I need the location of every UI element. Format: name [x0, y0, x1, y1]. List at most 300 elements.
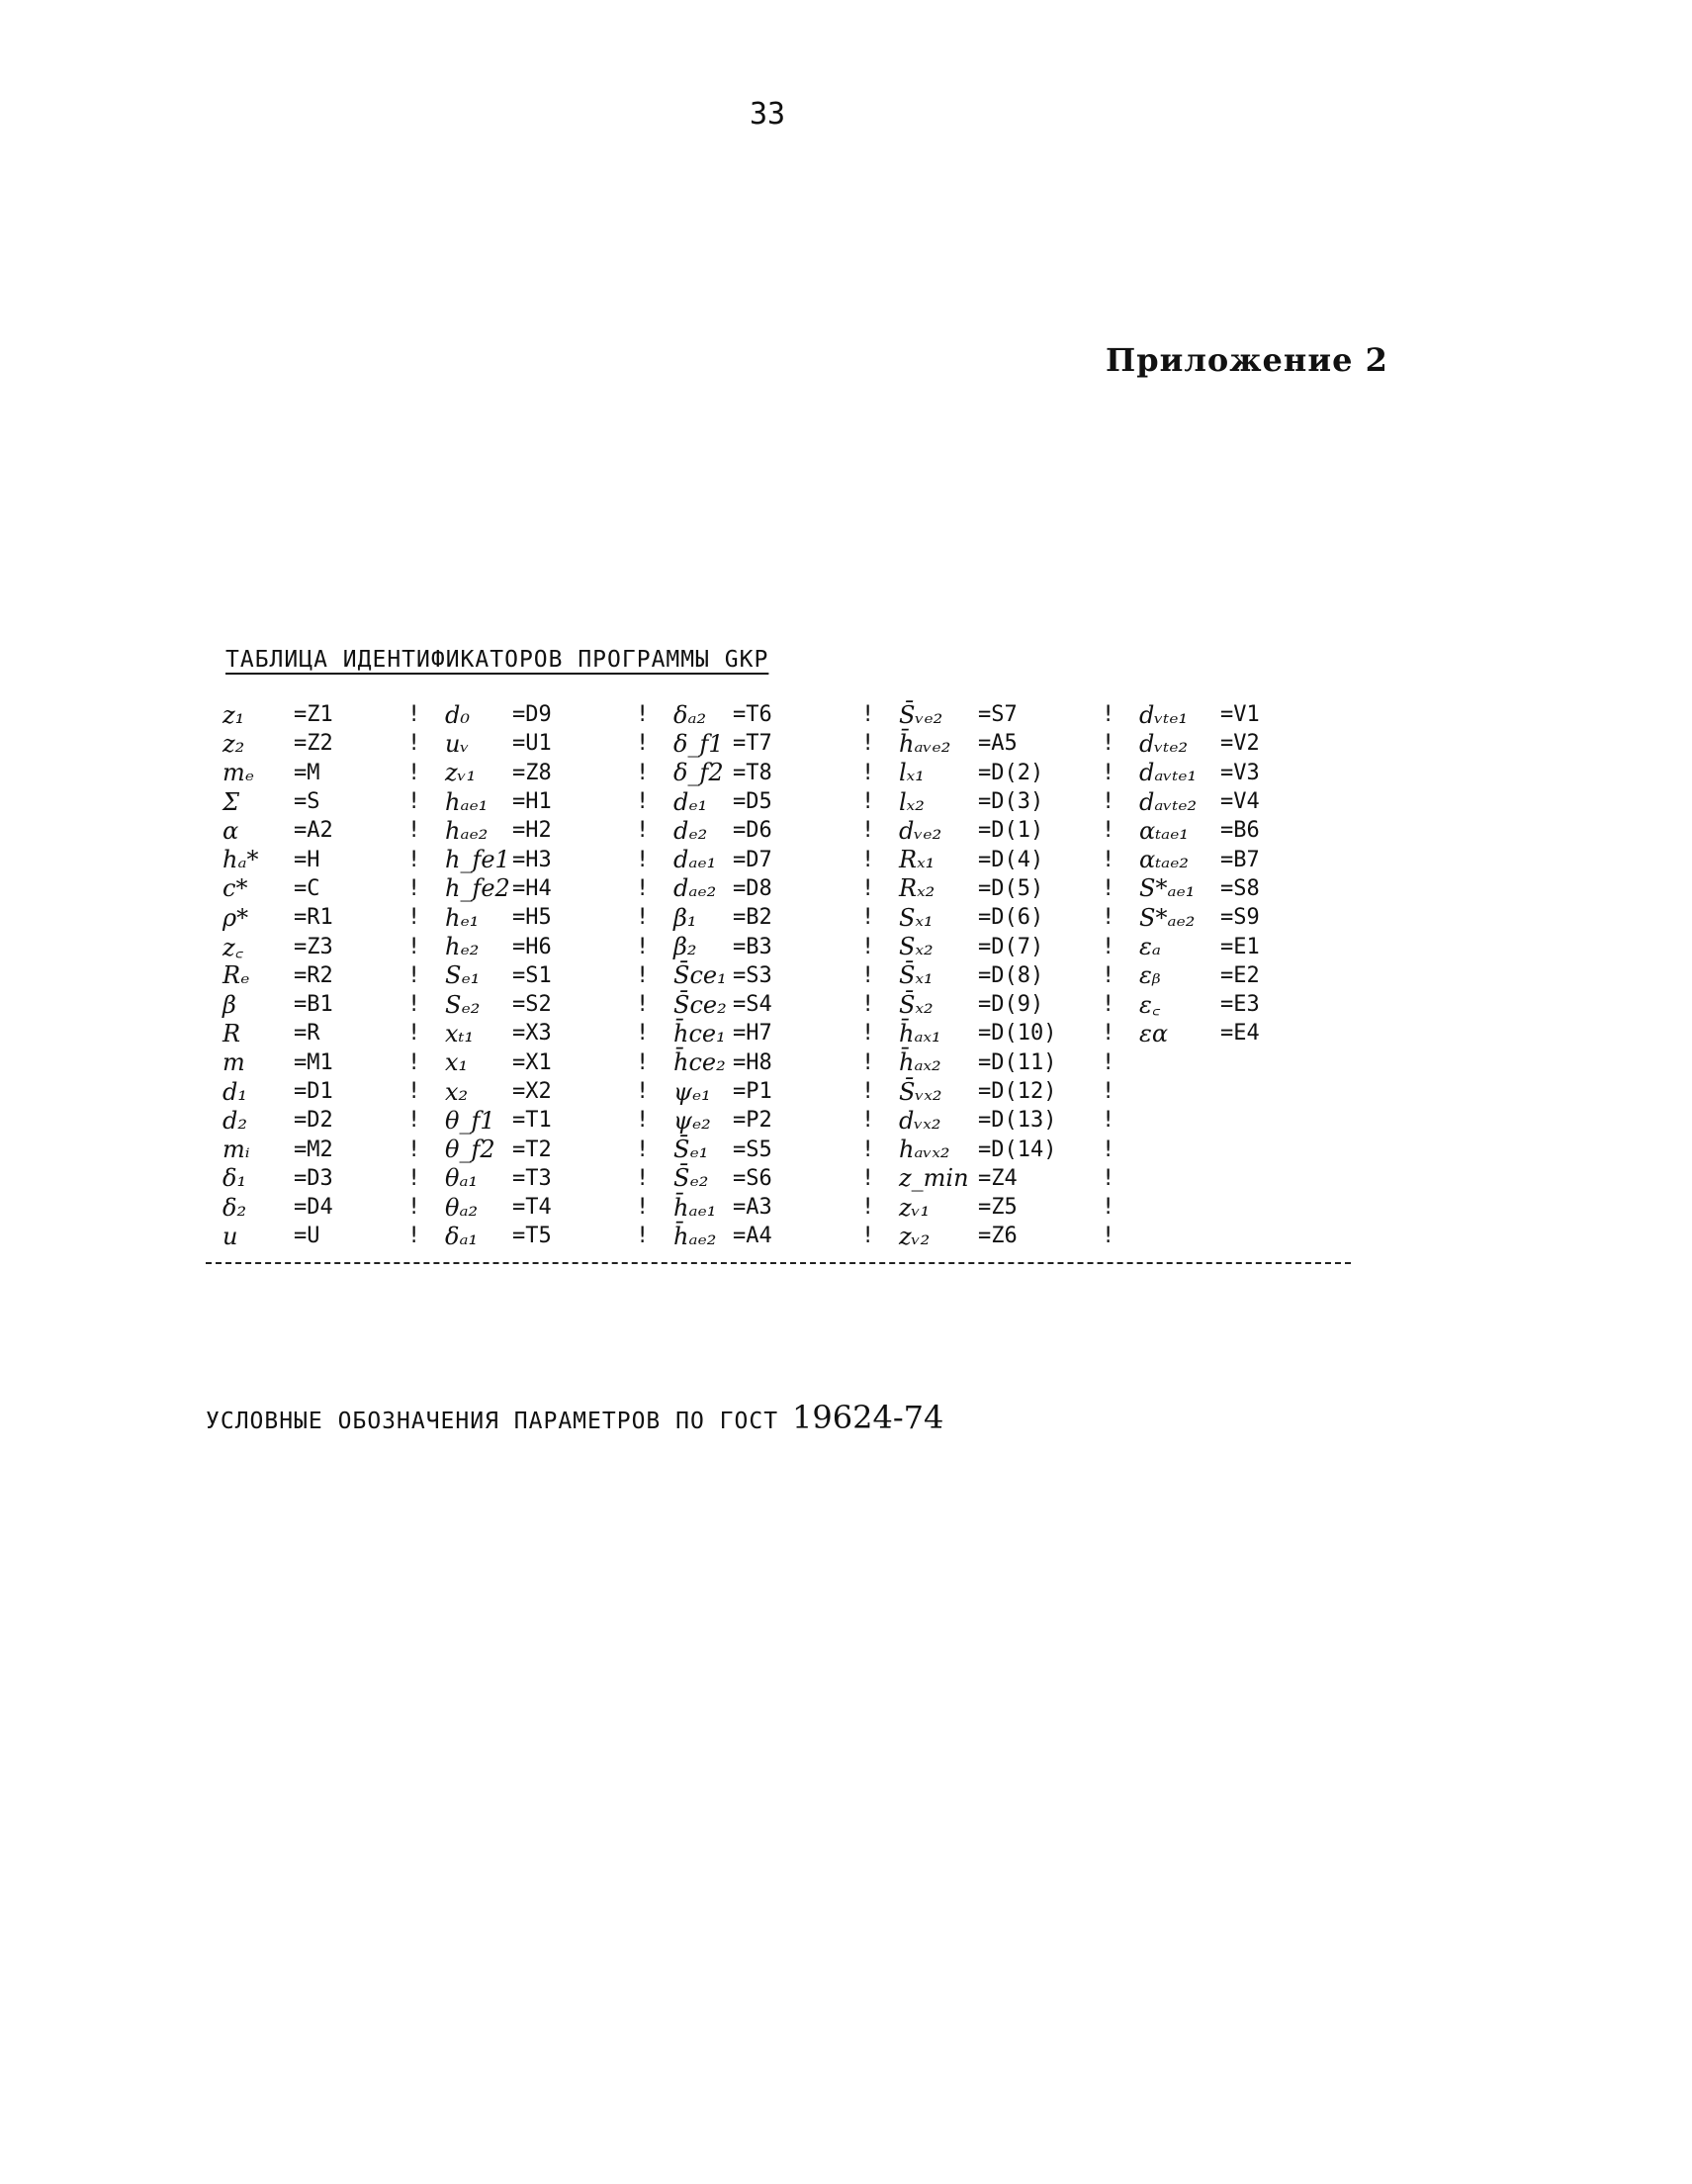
identifier-value: =V3 — [1220, 760, 1260, 785]
identifier-row — [445, 816, 636, 845]
identifier-value: =P1 — [733, 1079, 772, 1104]
column-separator: ! — [636, 702, 650, 728]
column-separator: ! — [636, 1079, 650, 1104]
identifier-row — [899, 1164, 1102, 1193]
identifier-row — [223, 1106, 407, 1135]
column-separator: ! — [636, 934, 650, 959]
identifier-row — [1139, 729, 1290, 758]
parameter-symbol: hₐₑ₂ — [445, 816, 489, 845]
identifier-value: =B3 — [733, 934, 772, 959]
parameter-symbol: δ_f1 — [673, 729, 724, 758]
parameter-symbol: S̄ᵥₑ₂ — [899, 700, 943, 729]
identifier-row — [899, 874, 1102, 903]
column-separator: ! — [407, 934, 421, 959]
identifier-row — [223, 1135, 407, 1163]
column-separator: ! — [861, 905, 875, 931]
column-separator: ! — [1102, 818, 1115, 844]
identifier-value: =D(9) — [978, 992, 1044, 1018]
column-separator: ! — [1102, 934, 1115, 959]
identifier-row — [223, 1222, 407, 1250]
identifier-row — [445, 1077, 636, 1106]
identifier-row — [223, 845, 407, 873]
parameter-symbol: x₂ — [445, 1077, 469, 1106]
column-separator: ! — [407, 702, 421, 728]
identifier-value: =U — [294, 1224, 320, 1249]
identifier-row — [673, 961, 861, 990]
parameter-symbol: S̄ₑ₁ — [673, 1136, 709, 1164]
identifier-value: =D(4) — [978, 847, 1044, 872]
parameter-symbol: S̄ₓ₁ — [899, 961, 934, 990]
identifier-row — [899, 729, 1102, 758]
column-separator: ! — [636, 760, 650, 785]
parameter-symbol: z_min — [899, 1164, 969, 1193]
column-separator: ! — [861, 1079, 875, 1104]
parameter-symbol: d₀ — [445, 700, 470, 729]
identifier-row — [445, 700, 636, 729]
parameter-symbol: θ_f1 — [445, 1106, 495, 1135]
identifier-value: =H2 — [512, 818, 552, 844]
parameter-symbol: S̄ₓ₂ — [899, 990, 934, 1019]
identifier-table — [223, 700, 1290, 1251]
identifier-value: =A2 — [294, 818, 333, 844]
column-separator: ! — [861, 1021, 875, 1046]
separator-column — [1102, 700, 1139, 1251]
column-separator: ! — [1102, 760, 1115, 785]
column-separator: ! — [407, 1108, 421, 1134]
column-separator: ! — [1102, 1137, 1115, 1162]
identifier-row — [673, 932, 861, 960]
identifier-value: =C — [294, 875, 320, 901]
column-separator: ! — [636, 1021, 650, 1046]
parameter-symbol: S̄ce₂ — [673, 990, 727, 1019]
identifier-value: =H3 — [512, 847, 552, 872]
identifier-value: =M — [294, 760, 320, 785]
column-separator: ! — [1102, 992, 1115, 1018]
identifier-value: =P2 — [733, 1108, 772, 1134]
identifier-value: =H8 — [733, 1049, 772, 1075]
identifier-value: =V1 — [1220, 702, 1260, 728]
parameter-symbol: h̄ce₂ — [673, 1048, 726, 1077]
column-separator: ! — [1102, 731, 1115, 757]
identifier-value: =S8 — [1220, 875, 1260, 901]
identifier-value: =D(11) — [978, 1049, 1057, 1075]
parameter-symbol: δ₂ — [223, 1193, 247, 1222]
identifier-value: =X1 — [512, 1049, 552, 1075]
identifier-value: =D(6) — [978, 905, 1044, 931]
parameter-symbol: Rₑ — [223, 961, 250, 990]
identifier-row — [673, 759, 861, 787]
column-separator: ! — [861, 962, 875, 988]
parameter-symbol: h̄ce₁ — [673, 1019, 726, 1047]
column-separator: ! — [1102, 1049, 1115, 1075]
parameter-symbol: u — [223, 1222, 238, 1250]
identifier-row — [1139, 759, 1290, 787]
column-separator: ! — [407, 1165, 421, 1191]
parameter-symbol: S̄ce₁ — [673, 961, 727, 990]
parameter-symbol: dₐₑ₂ — [673, 874, 717, 903]
parameter-symbol: dₐₑ₁ — [673, 846, 717, 874]
identifier-row — [445, 845, 636, 873]
column-separator: ! — [636, 875, 650, 901]
column-separator: ! — [861, 760, 875, 785]
identifier-value: =Z4 — [978, 1165, 1018, 1191]
identifier-value: =R — [294, 1021, 320, 1046]
column-separator: ! — [861, 1195, 875, 1221]
parameter-symbol: εₐ — [1139, 933, 1161, 961]
identifier-value: =X3 — [512, 1021, 552, 1046]
identifier-row — [1139, 903, 1290, 932]
identifier-row — [673, 700, 861, 729]
column-separator: ! — [861, 847, 875, 872]
column-separator: ! — [861, 1137, 875, 1162]
parameter-symbol: m — [223, 1048, 245, 1077]
parameter-symbol: ε꜀ — [1139, 991, 1161, 1020]
footnote — [206, 1399, 943, 1436]
identifier-row — [445, 874, 636, 903]
identifier-value: =T3 — [512, 1165, 552, 1191]
identifier-value: =T2 — [512, 1137, 552, 1162]
identifier-row — [673, 816, 861, 845]
column-separator: ! — [861, 789, 875, 815]
identifier-row — [445, 759, 636, 787]
identifier-row — [445, 729, 636, 758]
parameter-symbol: Sₑ₁ — [445, 961, 481, 990]
identifier-row — [223, 1077, 407, 1106]
identifier-row — [673, 874, 861, 903]
identifier-row — [899, 961, 1102, 990]
parameter-symbol: mₑ — [223, 759, 255, 787]
parameter-symbol: Sₓ₂ — [899, 933, 934, 961]
column-separator: ! — [636, 992, 650, 1018]
identifier-value: =D3 — [294, 1165, 333, 1191]
parameter-symbol: x₁ — [445, 1048, 469, 1077]
parameter-symbol: lₓ₁ — [899, 759, 925, 787]
parameter-symbol: hₑ₂ — [445, 933, 480, 961]
column-separator: ! — [1102, 1108, 1115, 1134]
identifier-value: =B6 — [1220, 818, 1260, 844]
parameter-symbol: h_fe1 — [445, 846, 510, 874]
separator-column — [861, 700, 899, 1251]
identifier-value: =V2 — [1220, 731, 1260, 757]
parameter-symbol: h̄ₐₑ₁ — [673, 1193, 717, 1222]
column-separator: ! — [861, 934, 875, 959]
identifier-value: =Z1 — [294, 702, 333, 728]
identifier-row — [899, 787, 1102, 816]
identifier-column-1 — [223, 700, 407, 1251]
identifier-value: =H1 — [512, 789, 552, 815]
identifier-row — [223, 1193, 407, 1222]
identifier-row — [1139, 961, 1290, 990]
identifier-row — [223, 1164, 407, 1193]
column-separator: ! — [861, 875, 875, 901]
parameter-symbol: S̄ᵥₓ₂ — [899, 1077, 942, 1106]
separator-column — [636, 700, 673, 1251]
identifier-value: =D(10) — [978, 1021, 1057, 1046]
identifier-value: =H — [294, 847, 320, 872]
identifier-value: =D6 — [733, 818, 772, 844]
identifier-value: =Z5 — [978, 1195, 1018, 1221]
identifier-value: =V4 — [1220, 789, 1260, 815]
identifier-row — [1139, 845, 1290, 873]
parameter-symbol: θₐ₂ — [445, 1193, 479, 1222]
identifier-row — [1139, 990, 1290, 1019]
parameter-symbol: uᵥ — [445, 729, 470, 758]
identifier-row — [899, 1106, 1102, 1135]
identifier-value: =X2 — [512, 1079, 552, 1104]
identifier-value: =T1 — [512, 1108, 552, 1134]
parameter-symbol: α — [223, 816, 239, 845]
identifier-column-5 — [1139, 700, 1290, 1251]
parameter-symbol: Rₓ₂ — [899, 874, 935, 903]
identifier-row — [223, 759, 407, 787]
identifier-value: =B2 — [733, 905, 772, 931]
parameter-symbol: z꜀ — [223, 933, 243, 961]
identifier-value: =D1 — [294, 1079, 333, 1104]
identifier-row — [899, 816, 1102, 845]
identifier-value: =Z3 — [294, 934, 333, 959]
column-separator: ! — [636, 847, 650, 872]
identifier-value: =M2 — [294, 1137, 333, 1162]
parameter-symbol: zᵥ₁ — [445, 759, 477, 787]
parameter-symbol: δₐ₁ — [445, 1222, 479, 1250]
identifier-row — [223, 1048, 407, 1077]
parameter-symbol: ψₑ₂ — [673, 1106, 711, 1135]
identifier-value: =S4 — [733, 992, 772, 1018]
identifier-row — [1139, 932, 1290, 960]
identifier-row — [673, 1193, 861, 1222]
identifier-value: =M1 — [294, 1049, 333, 1075]
identifier-row — [223, 700, 407, 729]
parameter-symbol: zᵥ₁ — [899, 1193, 931, 1222]
column-separator: ! — [636, 1195, 650, 1221]
column-separator: ! — [636, 789, 650, 815]
parameter-symbol: mᵢ — [223, 1136, 250, 1164]
identifier-value: =D5 — [733, 789, 772, 815]
parameter-symbol: αₜₐₑ₂ — [1139, 846, 1190, 874]
identifier-value: =Z8 — [512, 760, 552, 785]
identifier-value: =U1 — [512, 731, 552, 757]
dashed-rule — [206, 1262, 1351, 1264]
parameter-symbol: dₑ₂ — [673, 816, 708, 845]
column-separator: ! — [407, 1021, 421, 1046]
identifier-value: =R2 — [294, 962, 333, 988]
identifier-value: =D(7) — [978, 934, 1044, 959]
parameter-symbol: h̄ₐₓ₂ — [899, 1048, 941, 1077]
parameter-symbol: θ_f2 — [445, 1136, 495, 1164]
identifier-column-2 — [445, 700, 636, 1251]
identifier-value: =A5 — [978, 731, 1018, 757]
parameter-symbol: S*ₐₑ₂ — [1139, 903, 1196, 932]
identifier-value: =H7 — [733, 1021, 772, 1046]
parameter-symbol: θₐ₁ — [445, 1164, 479, 1193]
separator-column — [407, 700, 445, 1251]
identifier-value: =D(13) — [978, 1108, 1057, 1134]
identifier-row — [1139, 816, 1290, 845]
column-separator: ! — [407, 875, 421, 901]
parameter-symbol: h̄ₐₑ₂ — [673, 1222, 717, 1250]
parameter-symbol: c* — [223, 874, 248, 903]
identifier-row — [223, 1019, 407, 1047]
column-separator: ! — [407, 1195, 421, 1221]
parameter-symbol: hₐᵥₓ₂ — [899, 1136, 950, 1164]
identifier-value: =E2 — [1220, 962, 1260, 988]
identifier-value: =T7 — [733, 731, 772, 757]
parameter-symbol: hₑ₁ — [445, 903, 480, 932]
parameter-symbol: lₓ₂ — [899, 787, 925, 816]
identifier-value: =T8 — [733, 760, 772, 785]
identifier-value: =E1 — [1220, 934, 1260, 959]
column-separator: ! — [407, 962, 421, 988]
column-separator: ! — [1102, 875, 1115, 901]
parameter-symbol: Rₓ₁ — [899, 846, 935, 874]
identifier-row — [445, 787, 636, 816]
identifier-value: =D2 — [294, 1108, 333, 1134]
identifier-row — [899, 1222, 1102, 1250]
identifier-row — [445, 1135, 636, 1163]
column-separator: ! — [407, 847, 421, 872]
identifier-row — [445, 1106, 636, 1135]
column-separator: ! — [861, 1108, 875, 1134]
identifier-value: =A4 — [733, 1224, 772, 1249]
identifier-row — [899, 903, 1102, 932]
identifier-value: =E3 — [1220, 992, 1260, 1018]
identifier-row — [445, 961, 636, 990]
column-separator: ! — [407, 1137, 421, 1162]
parameter-symbol: δ₁ — [223, 1164, 247, 1193]
table-title: ТАБЛИЦА ИДЕНТИФИКАТОРОВ ПРОГРАММЫ GKP — [225, 647, 769, 673]
page-number: 33 — [749, 97, 786, 132]
parameter-symbol: hₐₑ₁ — [445, 787, 489, 816]
column-separator: ! — [1102, 1021, 1115, 1046]
identifier-row — [223, 816, 407, 845]
identifier-row — [899, 1193, 1102, 1222]
parameter-symbol: S̄ₑ₂ — [673, 1164, 709, 1193]
column-separator: ! — [636, 731, 650, 757]
parameter-symbol: R — [223, 1019, 241, 1047]
column-separator: ! — [1102, 789, 1115, 815]
column-separator: ! — [407, 789, 421, 815]
identifier-row — [223, 961, 407, 990]
identifier-row — [445, 1048, 636, 1077]
identifier-value: =B1 — [294, 992, 333, 1018]
parameter-symbol: Σ — [223, 787, 239, 816]
footnote-standard: 19624-74 — [792, 1399, 944, 1436]
parameter-symbol: h̄ₐₓ₁ — [899, 1019, 941, 1047]
column-separator: ! — [1102, 905, 1115, 931]
identifier-row — [1139, 874, 1290, 903]
column-separator: ! — [1102, 1165, 1115, 1191]
parameter-symbol: ρ* — [223, 903, 249, 932]
parameter-symbol: Sₑ₂ — [445, 990, 481, 1019]
identifier-value: =R1 — [294, 905, 333, 931]
identifier-row — [223, 932, 407, 960]
identifier-value: =D(1) — [978, 818, 1044, 844]
parameter-symbol: h̄ₐᵥₑ₂ — [899, 729, 951, 758]
parameter-symbol: εα — [1139, 1019, 1169, 1047]
identifier-row — [899, 932, 1102, 960]
identifier-row — [1139, 787, 1290, 816]
identifier-row — [673, 1222, 861, 1250]
parameter-symbol: d₂ — [223, 1106, 247, 1135]
parameter-symbol: β₁ — [673, 903, 697, 932]
identifier-row — [1139, 1019, 1290, 1047]
column-separator: ! — [861, 1165, 875, 1191]
parameter-symbol: β₂ — [673, 933, 697, 961]
appendix-title: Приложение 2 — [1106, 341, 1388, 379]
column-separator: ! — [861, 1224, 875, 1249]
identifier-row — [673, 1019, 861, 1047]
identifier-row — [445, 1222, 636, 1250]
identifier-row — [673, 845, 861, 873]
identifier-value: =B7 — [1220, 847, 1260, 872]
identifier-row — [899, 845, 1102, 873]
identifier-value: =S2 — [512, 992, 552, 1018]
identifier-row — [445, 990, 636, 1019]
parameter-symbol: dₑ₁ — [673, 787, 708, 816]
identifier-value: =T5 — [512, 1224, 552, 1249]
parameter-symbol: z₁ — [223, 700, 245, 729]
column-separator: ! — [1102, 1079, 1115, 1104]
identifier-value: =D8 — [733, 875, 772, 901]
identifier-value: =D4 — [294, 1195, 333, 1221]
column-separator: ! — [407, 818, 421, 844]
column-separator: ! — [861, 731, 875, 757]
identifier-row — [673, 903, 861, 932]
identifier-value: =D(8) — [978, 962, 1044, 988]
identifier-row — [899, 700, 1102, 729]
parameter-symbol: β — [223, 990, 236, 1019]
parameter-symbol: δ_f2 — [673, 759, 724, 787]
column-separator: ! — [861, 702, 875, 728]
column-separator: ! — [407, 1079, 421, 1104]
identifier-row — [899, 1019, 1102, 1047]
column-separator: ! — [1102, 702, 1115, 728]
parameter-symbol: d₁ — [223, 1077, 247, 1106]
identifier-value: =Z6 — [978, 1224, 1018, 1249]
column-separator: ! — [861, 1049, 875, 1075]
identifier-row — [899, 1135, 1102, 1163]
column-separator: ! — [636, 818, 650, 844]
parameter-symbol: Sₓ₁ — [899, 903, 934, 932]
parameter-symbol: ψₑ₁ — [673, 1077, 711, 1106]
parameter-symbol: δₐ₂ — [673, 700, 707, 729]
column-separator: ! — [636, 1224, 650, 1249]
column-separator: ! — [407, 905, 421, 931]
identifier-value: =T4 — [512, 1195, 552, 1221]
identifier-value: =S1 — [512, 962, 552, 988]
parameter-symbol: xₜ₁ — [445, 1019, 475, 1047]
column-separator: ! — [407, 1224, 421, 1249]
parameter-symbol: dᵥₑ₂ — [899, 816, 942, 845]
column-separator: ! — [636, 1049, 650, 1075]
identifier-value: =H4 — [512, 875, 552, 901]
identifier-row — [445, 903, 636, 932]
identifier-value: =S9 — [1220, 905, 1260, 931]
identifier-row — [223, 990, 407, 1019]
parameter-symbol: S*ₐₑ₁ — [1139, 874, 1196, 903]
identifier-row — [673, 1164, 861, 1193]
identifier-row — [223, 729, 407, 758]
identifier-value: =T6 — [733, 702, 772, 728]
column-separator: ! — [636, 1137, 650, 1162]
identifier-row — [673, 1048, 861, 1077]
identifier-row — [673, 729, 861, 758]
column-separator: ! — [407, 760, 421, 785]
parameter-symbol: z₂ — [223, 729, 245, 758]
parameter-symbol: zᵥ₂ — [899, 1222, 931, 1250]
parameter-symbol: dₐᵥₜₑ₂ — [1139, 787, 1198, 816]
column-separator: ! — [1102, 1195, 1115, 1221]
